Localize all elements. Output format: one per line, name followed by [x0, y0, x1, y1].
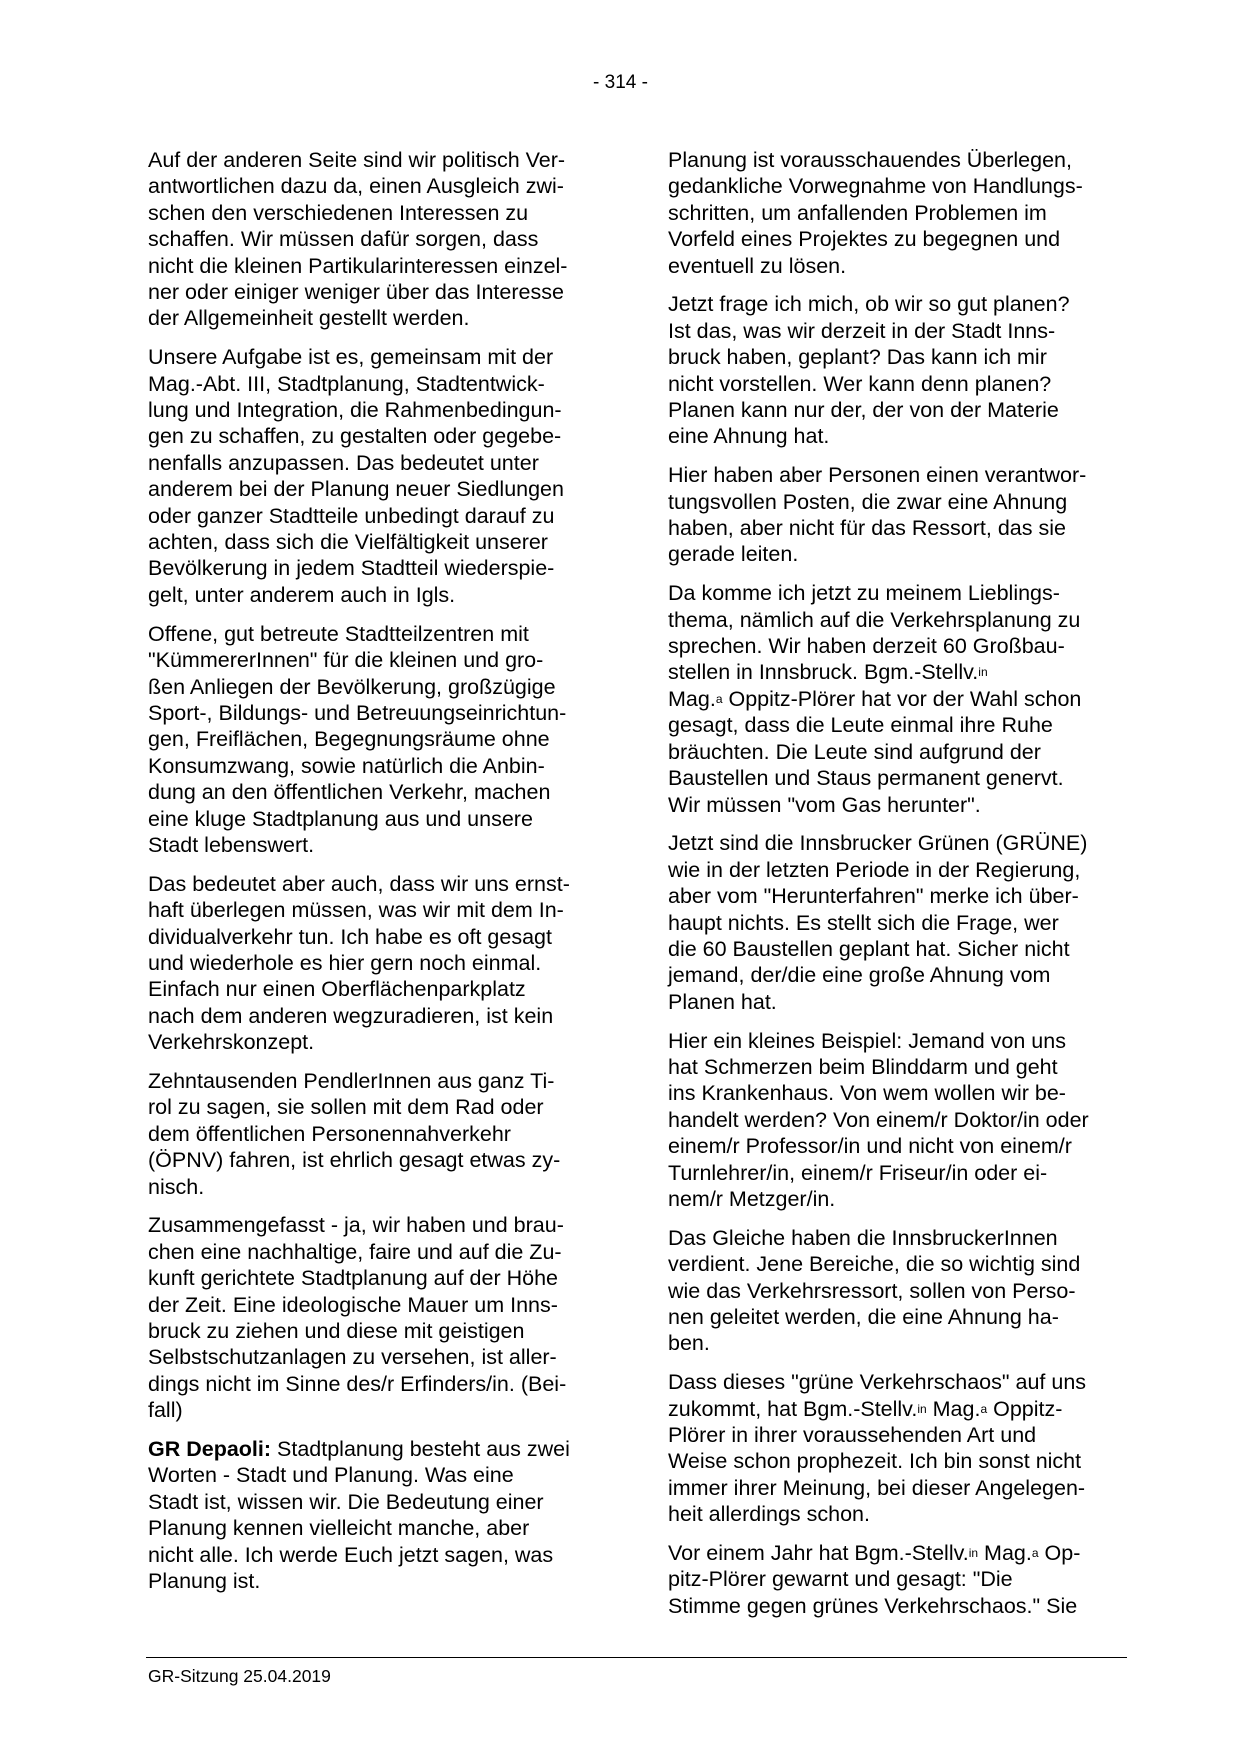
line-text: antwortlichen dazu da, einen Ausgleich zwi-	[148, 174, 564, 199]
line-text: der Allgemeinheit gestellt werden.	[148, 306, 470, 331]
text-line	[668, 1225, 1133, 1251]
line-text: heit allerdings schon.	[668, 1502, 870, 1527]
text-line	[668, 792, 1133, 818]
line-text: "KümmererInnen" für die kleinen und gro-	[148, 648, 544, 673]
text-line	[148, 1344, 608, 1370]
line-text: und wiederhole es hier gern noch einmal.	[148, 950, 542, 975]
line-text: der Zeit. Eine ideologische Mauer um Inns-	[148, 1292, 558, 1317]
text-line	[148, 753, 608, 779]
line-text: Stadt lebenswert.	[148, 832, 315, 857]
right-column-paragraph	[668, 147, 1133, 279]
line-text: gen zu schaffen, zu gestalten oder gegebe-	[148, 424, 562, 449]
left-column-paragraph	[148, 871, 608, 1056]
line-text: einem/r Professor/in und nicht von einem/r	[668, 1134, 1072, 1159]
line-text: Planung kennen vielleicht manche, aber	[148, 1516, 530, 1541]
line-text: Einfach nur einen Oberflächenparkplatz	[148, 977, 526, 1002]
text-line	[668, 607, 1133, 633]
text-line	[668, 147, 1133, 173]
line-text: dings nicht im Sinne des/r Erfinders/in. (Bei-	[148, 1371, 567, 1396]
left-column-paragraph	[148, 621, 608, 859]
text-line	[668, 857, 1133, 883]
line-text: Selbstschutzanlagen zu versehen, ist aller-	[148, 1345, 557, 1370]
text-line	[668, 1278, 1133, 1304]
line-text: Hier haben aber Personen einen verantwor-	[668, 463, 1087, 488]
text-line	[668, 397, 1133, 423]
line-text: haben, aber nicht für das Ressort, das sie	[668, 516, 1066, 541]
line-text: haupt nichts. Es stellt sich die Frage, wer	[668, 910, 1059, 935]
text-line	[148, 950, 608, 976]
line-text: dung an den öffentlichen Verkehr, machen	[148, 780, 551, 805]
line-text: nen geleitet werden, die eine Ahnung ha-	[668, 1305, 1059, 1329]
text-line	[148, 674, 608, 700]
line-text: bräuchten. Die Leute sind aufgrund der	[668, 739, 1041, 764]
text-line	[148, 1397, 608, 1423]
text-line	[148, 897, 608, 923]
line-text: Wir müssen "vom Gas herunter".	[668, 792, 981, 817]
text-line	[148, 1003, 608, 1029]
line-text: Das bedeutet aber auch, dass wir uns ernst-	[148, 871, 570, 896]
text-line	[148, 582, 608, 608]
text-line	[668, 989, 1133, 1015]
line-text: Auf der anderen Seite sind wir politisch Ver-	[148, 148, 566, 172]
text-line	[668, 1080, 1133, 1106]
line-text: gen, Freiflächen, Begegnungsräume ohne	[148, 727, 550, 752]
line-text: oder ganzer Stadtteile unbedingt darauf zu	[148, 503, 555, 528]
text-line	[668, 883, 1133, 909]
text-line	[148, 279, 608, 305]
line-text: Plörer in ihrer voraussehenden Art und	[668, 1423, 1037, 1448]
line-text: Baustellen und Staus permanent genervt.	[668, 766, 1064, 791]
text-line	[668, 344, 1133, 370]
line-text: ins Krankenhaus. Von wem wollen wir be-	[668, 1081, 1066, 1106]
line-text: aber vom "Herunterfahren" merke ich über-	[668, 884, 1079, 909]
line-text: Ist das, was wir derzeit in der Stadt Inns-	[668, 318, 1056, 343]
superscript: a	[980, 1401, 988, 1416]
line-text: dem öffentlichen Personennahverkehr	[148, 1121, 511, 1146]
text-line	[148, 621, 608, 647]
text-line	[668, 1593, 1133, 1619]
line-text: Stadtplanung besteht aus zwei	[271, 1437, 570, 1462]
right-column-paragraph	[668, 1028, 1133, 1213]
line-text: gelt, unter anderem auch in Igls.	[148, 582, 456, 607]
line-text: rol zu sagen, sie sollen mit dem Rad oder	[148, 1095, 544, 1120]
text-line	[148, 1318, 608, 1344]
text-line	[668, 1028, 1133, 1054]
line-text: Offene, gut betreute Stadtteilzentren mit	[148, 621, 529, 646]
line-text: nem/r Metzger/in.	[668, 1186, 836, 1211]
line-text: chen eine nachhaltige, faire und auf die Zu-	[148, 1239, 562, 1264]
line-text: sprechen. Wir haben derzeit 60 Großbau-	[668, 634, 1065, 659]
text-line	[668, 1054, 1133, 1080]
left-column-paragraph	[148, 1436, 608, 1594]
text-line	[148, 647, 608, 673]
left-column-paragraph	[148, 1068, 608, 1200]
text-line	[148, 253, 608, 279]
line-text: Mag.$^a$ Oppitz-Plörer hat vor der Wahl schon	[668, 686, 1082, 711]
text-line	[148, 1212, 608, 1238]
right-column-paragraph	[668, 1225, 1133, 1357]
text-line	[668, 1540, 1133, 1566]
text-line	[668, 580, 1133, 606]
text-line	[148, 806, 608, 832]
line-text: wie das Verkehrsressort, sollen von Perso-	[668, 1278, 1076, 1303]
line-text: Jetzt sind die Innsbrucker Grünen (GRÜNE)	[668, 831, 1088, 856]
line-text: pitz-Plörer gewarnt und gesagt: "Die	[668, 1567, 1013, 1592]
superscript: a	[1031, 1546, 1039, 1561]
line-text: bruck zu ziehen und diese mit geistigen	[148, 1319, 525, 1344]
line-text: zukommt, hat Bgm.-Stellv.$^{in}$ Mag.$^a$ Oppitz-	[668, 1396, 1063, 1421]
line-text: die 60 Baustellen geplant hat. Sicher nicht	[668, 936, 1070, 961]
line-text: wie in der letzten Periode in der Regierung,	[668, 857, 1081, 882]
right-column-paragraph	[668, 462, 1133, 568]
text-line	[148, 555, 608, 581]
text-line	[668, 1369, 1133, 1395]
text-line	[668, 1186, 1133, 1212]
line-text: tungsvollen Posten, die zwar eine Ahnung	[668, 489, 1068, 514]
line-text: (ÖPNV) fahren, ist ehrlich gesagt etwas zy-	[148, 1148, 561, 1173]
line-text: ßen Anliegen der Bevölkerung, großzügige	[148, 674, 556, 699]
text-line	[148, 1489, 608, 1515]
speaker-name: GR Depaoli:	[148, 1437, 272, 1462]
line-text: Mag.-Abt. III, Stadtplanung, Stadtentwick-	[148, 371, 545, 396]
line-text: Planen kann nur der, der von der Materie	[668, 398, 1059, 423]
text-line	[148, 1292, 608, 1318]
line-text: thema, nämlich auf die Verkehrsplanung zu	[668, 607, 1081, 632]
text-line	[148, 226, 608, 252]
line-text: eine kluge Stadtplanung aus und unsere	[148, 806, 533, 831]
text-line	[668, 226, 1133, 252]
text-line	[668, 1107, 1133, 1133]
text-line	[668, 1251, 1133, 1277]
line-text: Jetzt frage ich mich, ob wir so gut planen?	[668, 292, 1070, 317]
text-line	[668, 318, 1133, 344]
text-line	[148, 1068, 608, 1094]
line-text: jemand, der/die eine große Ahnung vom	[668, 963, 1051, 988]
line-text: anderem bei der Planung neuer Siedlungen	[148, 477, 564, 502]
left-column-paragraph	[148, 344, 608, 608]
line-text: Stadt ist, wissen wir. Die Bedeutung einer	[148, 1489, 544, 1514]
text-line	[148, 1121, 608, 1147]
line-text: Zehntausenden PendlerInnen aus ganz Ti-	[148, 1068, 555, 1093]
text-line	[668, 712, 1133, 738]
line-text: Verkehrskonzept.	[148, 1030, 315, 1055]
text-line	[148, 1371, 608, 1397]
line-text: nisch.	[148, 1174, 205, 1199]
line-text: kunft gerichtete Stadtplanung auf der Höhe	[148, 1266, 558, 1291]
text-line	[148, 529, 608, 555]
line-text: Vorfeld eines Projektes zu begegnen und	[668, 227, 1061, 252]
text-line	[148, 344, 608, 370]
line-text: Da komme ich jetzt zu meinem Lieblings-	[668, 581, 1060, 606]
line-text: Konsumzwang, sowie natürlich die Anbin-	[148, 753, 545, 778]
text-line	[668, 1475, 1133, 1501]
text-line	[668, 1501, 1133, 1527]
text-line	[148, 1462, 608, 1488]
line-text: eventuell zu lösen.	[668, 253, 847, 278]
text-line	[148, 1265, 608, 1291]
right-column-paragraph	[668, 580, 1133, 818]
text-line	[148, 832, 608, 858]
line-text: ner oder einiger weniger über das Interesse	[148, 280, 564, 305]
text-line	[668, 489, 1133, 515]
line-text: gedankliche Vorwegnahme von Handlungs-	[668, 174, 1083, 199]
superscript: a	[715, 691, 723, 706]
line-text: hat Schmerzen beim Blinddarm und geht	[668, 1054, 1058, 1079]
text-line	[668, 1566, 1133, 1592]
line-text: nach dem anderen wegzuradieren, ist kein	[148, 1003, 554, 1028]
text-line	[668, 910, 1133, 936]
right-column-paragraph	[668, 830, 1133, 1015]
line-text: schen den verschiedenen Interessen zu	[148, 200, 529, 225]
footer-divider	[146, 1657, 1127, 1658]
text-line	[148, 1094, 608, 1120]
text-line	[148, 1568, 608, 1594]
line-text: verdient. Jene Bereiche, die so wichtig sind	[668, 1252, 1081, 1277]
line-text: Das Gleiche haben die InnsbruckerInnen	[668, 1225, 1058, 1250]
footer-session-date: GR-Sitzung 25.04.2019	[148, 1666, 331, 1686]
text-line	[668, 830, 1133, 856]
text-line	[148, 450, 608, 476]
page-number: - 314 -	[593, 72, 648, 93]
text-line	[148, 423, 608, 449]
right-column-paragraph	[668, 1369, 1133, 1527]
line-text: schaffen. Wir müssen dafür sorgen, dass	[148, 227, 539, 252]
line-text: schritten, um anfallenden Problemen im	[668, 200, 1047, 225]
text-line	[668, 173, 1133, 199]
superscript: in	[917, 1401, 927, 1416]
line-text: Sport-, Bildungs- und Betreuungseinrichtun-	[148, 700, 567, 725]
text-line	[148, 726, 608, 752]
line-text: nicht vorstellen. Wer kann denn planen?	[668, 371, 1052, 396]
text-line	[668, 1422, 1133, 1448]
text-line	[148, 371, 608, 397]
text-line	[148, 397, 608, 423]
line-text: bruck haben, geplant? Das kann ich mir	[668, 345, 1047, 370]
line-text: handelt werden? Von einem/r Doktor/in oder	[668, 1107, 1089, 1132]
text-line	[668, 541, 1133, 567]
line-text: lung und Integration, die Rahmenbedingun-	[148, 398, 562, 423]
text-line	[668, 1448, 1133, 1474]
text-line	[668, 1396, 1133, 1422]
line-text: Turnlehrer/in, einem/r Friseur/in oder ei-	[668, 1160, 1048, 1185]
text-line	[668, 291, 1133, 317]
text-line	[668, 739, 1133, 765]
text-line	[148, 173, 608, 199]
text-line	[668, 1133, 1133, 1159]
text-line	[148, 779, 608, 805]
left-column	[148, 147, 608, 1607]
text-line	[668, 1304, 1133, 1330]
text-line	[148, 503, 608, 529]
line-text: Stimme gegen grünes Verkehrschaos." Sie	[668, 1593, 1078, 1618]
line-text: Planen hat.	[668, 989, 777, 1014]
text-line	[148, 976, 608, 1002]
text-line	[668, 686, 1133, 712]
line-text: Unsere Aufgabe ist es, gemeinsam mit der	[148, 345, 554, 370]
right-column-paragraph	[668, 1540, 1133, 1619]
text-line	[148, 1174, 608, 1200]
line-text: haft überlegen müssen, was wir mit dem In-	[148, 898, 564, 923]
superscript: in	[968, 1546, 979, 1561]
line-text: Dass dieses "grüne Verkehrschaos" auf uns	[668, 1370, 1087, 1395]
text-line	[668, 936, 1133, 962]
text-line	[668, 765, 1133, 791]
right-column	[668, 147, 1133, 1632]
text-line	[668, 371, 1133, 397]
line-text: Planung ist vorausschauendes Überlegen,	[668, 148, 1072, 172]
line-text: eine Ahnung hat.	[668, 424, 830, 449]
text-line	[148, 1436, 608, 1462]
line-text: Bevölkerung in jedem Stadtteil wiederspie-	[148, 556, 555, 581]
text-line	[668, 515, 1133, 541]
text-line	[668, 633, 1133, 659]
line-text: Planung ist.	[148, 1569, 261, 1594]
text-line	[668, 253, 1133, 279]
line-text: gerade leiten.	[668, 542, 799, 567]
text-line	[668, 462, 1133, 488]
text-line	[148, 1147, 608, 1173]
text-line	[148, 1515, 608, 1541]
line-text: Hier ein kleines Beispiel: Jemand von uns	[668, 1028, 1066, 1053]
text-line	[668, 423, 1133, 449]
text-line	[148, 1542, 608, 1568]
text-line	[668, 200, 1133, 226]
line-text: Zusammengefasst - ja, wir haben und brau-	[148, 1213, 564, 1238]
text-line	[148, 476, 608, 502]
text-line	[668, 1330, 1133, 1356]
line-text: ben.	[668, 1331, 710, 1356]
superscript: in	[978, 665, 988, 680]
line-text: nicht die kleinen Partikularinteressen einzel-	[148, 253, 568, 278]
line-text: achten, dass sich die Vielfältigkeit unserer	[148, 530, 548, 555]
line-text: Weise schon prophezeit. Ich bin sonst nicht	[668, 1449, 1082, 1474]
line-text: nenfalls anzupassen. Das bedeutet unter	[148, 450, 539, 475]
text-line	[148, 871, 608, 897]
line-text: fall)	[148, 1398, 183, 1423]
text-line	[148, 200, 608, 226]
text-line	[148, 1029, 608, 1055]
text-line	[148, 700, 608, 726]
line-text: nicht alle. Ich werde Euch jetzt sagen, was	[148, 1542, 554, 1567]
text-line	[668, 659, 1133, 685]
text-line	[148, 924, 608, 950]
text-line	[148, 1239, 608, 1265]
text-line	[668, 1160, 1133, 1186]
line-text: Vor einem Jahr hat Bgm.-Stellv.$^{in}$ Mag.$^a$ Op-	[668, 1541, 1081, 1566]
line-text: gesagt, dass die Leute einmal ihre Ruhe	[668, 713, 1053, 738]
text-line	[148, 305, 608, 331]
text-line	[148, 147, 608, 173]
line-text: immer ihrer Meinung, bei dieser Angelegen-	[668, 1475, 1086, 1500]
left-column-paragraph	[148, 1212, 608, 1423]
right-column-paragraph	[668, 291, 1133, 449]
line-text: Worten - Stadt und Planung. Was eine	[148, 1463, 514, 1488]
line-text: dividualverkehr tun. Ich habe es oft gesagt	[148, 924, 552, 949]
left-column-paragraph	[148, 147, 608, 332]
line-text: stellen in Innsbruck. Bgm.-Stellv.$^{in}$	[668, 660, 988, 685]
text-line	[668, 962, 1133, 988]
